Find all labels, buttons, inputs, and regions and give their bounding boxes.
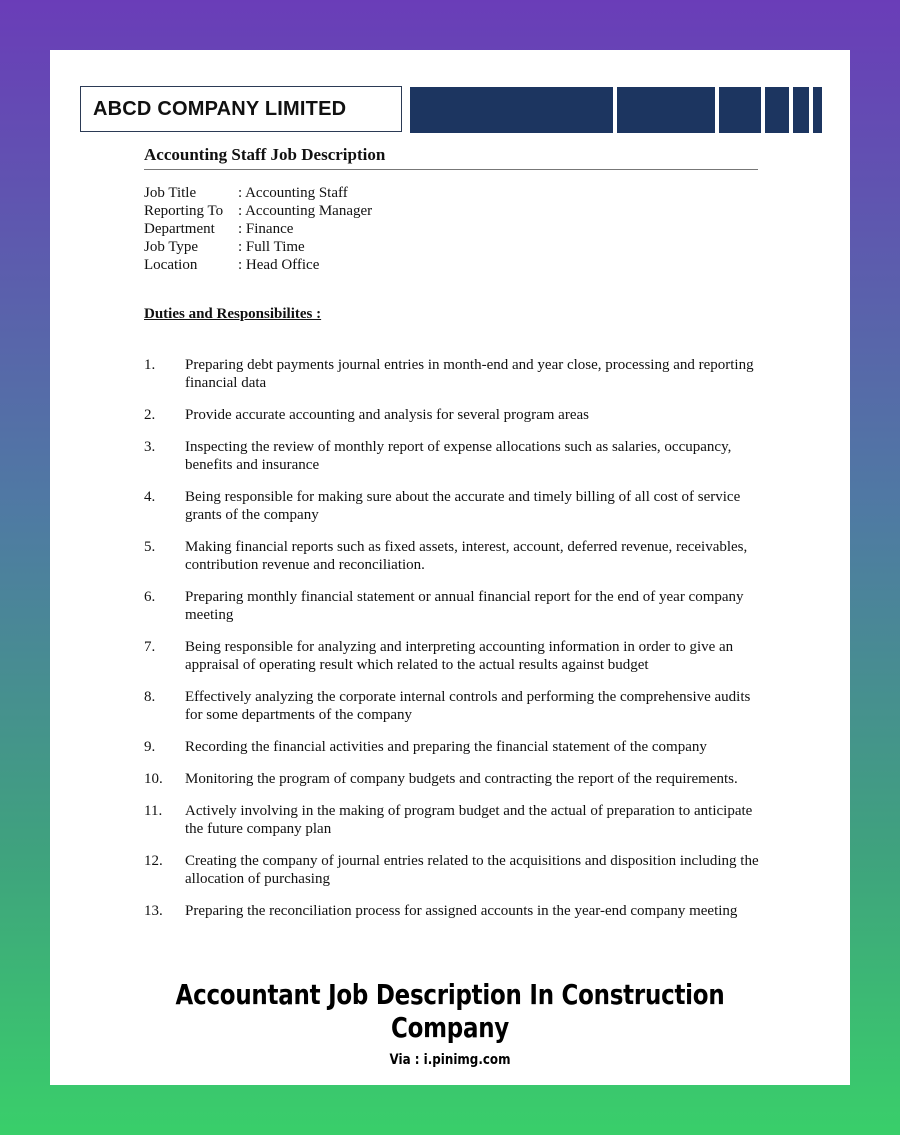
company-name-box: [80, 86, 402, 132]
job-info-label: Job Type: [144, 239, 199, 255]
duty-item: [144, 406, 764, 424]
duty-text: Effectively analyzing the corporate internal controls and performing the comprehensive audits for some departments of the company: [185, 689, 751, 723]
job-info-table: [144, 184, 372, 274]
header-bar: [410, 87, 613, 133]
job-info-value: : Finance: [238, 221, 294, 237]
job-info-label: Job Title: [144, 185, 197, 201]
duty-text: Inspecting the review of monthly report of expense allocations such as salaries, occupancy, benefits and insurance: [185, 439, 732, 473]
job-info-row: [144, 220, 372, 238]
duty-number: 8.: [144, 689, 156, 705]
duty-number: 1.: [144, 357, 156, 373]
header-bar: [813, 87, 822, 133]
duty-item: [144, 802, 764, 838]
duty-text: Actively involving in the making of program budget and the actual of preparation to anticipate the future company plan: [185, 803, 753, 837]
duty-text: Creating the company of journal entries related to the acquisitions and disposition including the allocation of purchasing: [185, 853, 759, 887]
content-card: [50, 50, 850, 1085]
duties-heading: Duties and Responsibilites :: [144, 306, 322, 322]
duty-item: [144, 488, 764, 524]
duty-text: Preparing debt payments journal entries in month-end and year close, processing and reporting financial data: [185, 357, 754, 391]
duty-number: 6.: [144, 589, 156, 605]
duty-item: [144, 688, 764, 724]
duty-number: 4.: [144, 489, 156, 505]
company-name: ABCD COMPANY LIMITED: [93, 97, 347, 120]
duty-text: Making financial reports such as fixed assets, interest, account, deferred revenue, receivables, contribution revenue and reconciliation.: [185, 539, 748, 573]
job-info-value: : Head Office: [238, 257, 320, 273]
duty-text: Recording the financial activities and preparing the financial statement of the company: [185, 739, 707, 755]
duty-number: 12.: [144, 853, 163, 869]
duty-item: [144, 852, 764, 888]
duty-item: [144, 738, 764, 756]
duty-item: [144, 638, 764, 674]
duty-text: Provide accurate accounting and analysis for several program areas: [185, 407, 589, 423]
title-divider: [144, 169, 758, 170]
duty-item: [144, 538, 764, 574]
job-description-document: [50, 50, 850, 975]
header-bar: [793, 87, 809, 133]
duty-text: Being responsible for analyzing and interpreting accounting information in order to give an appraisal of operating result which related to the actual results against budget: [185, 639, 734, 673]
duty-text: Preparing the reconciliation process for assigned accounts in the year-end company meeting: [185, 903, 738, 919]
duty-number: 3.: [144, 439, 156, 455]
job-info-label: Department: [144, 221, 215, 237]
duty-item: [144, 438, 764, 474]
job-info-value: : Full Time: [238, 239, 305, 255]
duty-number: 9.: [144, 739, 156, 755]
duty-number: 2.: [144, 407, 156, 423]
job-info-label: Location: [144, 257, 198, 273]
job-info-row: [144, 184, 372, 202]
duty-number: 13.: [144, 903, 163, 919]
duty-text: Being responsible for making sure about the accurate and timely billing of all cost of service grants of the company: [185, 489, 741, 523]
duty-text: Monitoring the program of company budgets and contracting the report of the requirements.: [185, 771, 738, 787]
source-credit: Via : i.pinimg.com: [389, 1052, 511, 1068]
duty-item: [144, 588, 764, 624]
duty-number: 10.: [144, 771, 163, 787]
header-bar: [765, 87, 789, 133]
duty-item: [144, 356, 764, 392]
header-bar: [719, 87, 761, 133]
job-info-value: : Accounting Manager: [238, 203, 373, 219]
duty-number: 7.: [144, 639, 156, 655]
duties-list: [144, 356, 764, 934]
duty-number: 11.: [144, 803, 163, 819]
duty-number: 5.: [144, 539, 156, 555]
document-title: Accounting Staff Job Description: [144, 145, 386, 164]
duty-text: Preparing monthly financial statement or annual financial report for the end of year company meeting: [185, 589, 744, 623]
job-info-row: [144, 238, 372, 256]
job-info-label: Reporting To: [144, 203, 224, 219]
job-info-value: : Accounting Staff: [238, 185, 348, 201]
header-bar: [617, 87, 715, 133]
page-caption: Accountant Job Description In Construction Company: [175, 978, 725, 1044]
job-info-row: [144, 202, 372, 220]
job-info-row: [144, 256, 372, 274]
duty-item: [144, 902, 764, 920]
duty-item: [144, 770, 764, 788]
